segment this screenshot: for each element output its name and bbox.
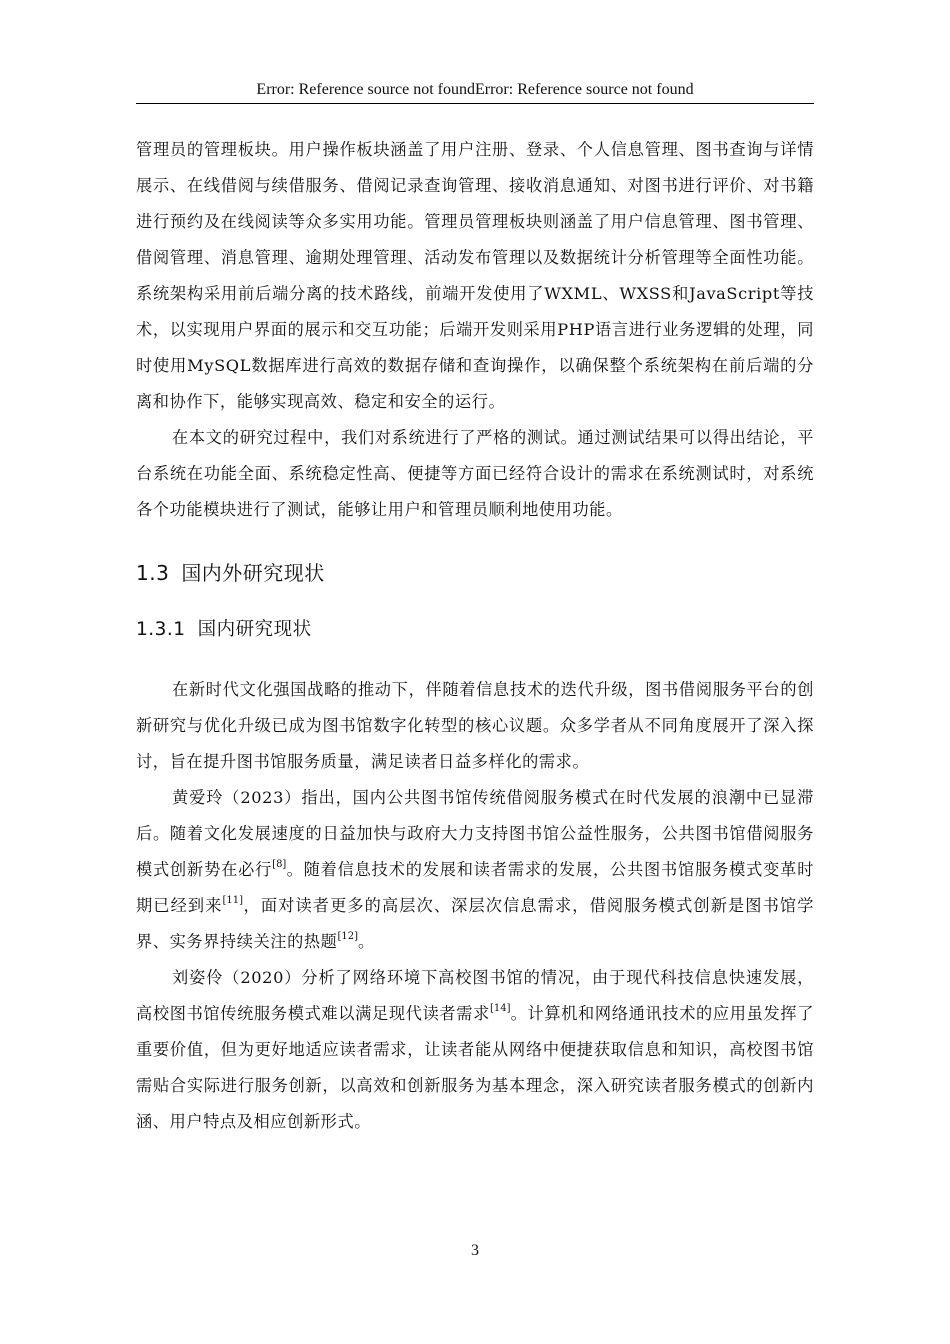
citation-ref: [12] bbox=[337, 931, 358, 942]
paragraph-text: 。 bbox=[357, 932, 375, 951]
section-heading bbox=[136, 548, 814, 606]
paragraph-liu-2020 bbox=[136, 960, 814, 1140]
document-body bbox=[136, 132, 814, 1140]
running-header: Error: Reference source not foundError: Reference source not found bbox=[256, 81, 694, 98]
header-rule bbox=[136, 103, 814, 104]
paragraph-text: 刘姿伶（2020）分析了网络环境下高校图书馆的情况，由于现代科技信息快速发展，高校图书馆传统服务模式难以满足现代读者需求 bbox=[136, 968, 814, 1023]
citation-ref: [11] bbox=[222, 895, 244, 906]
paragraph-text: 。计算机和网络通讯技术的应用虽发挥了重要价值，但为更好地适应读者需求，让读者能从网络中便捷获取信息和知识，高校图书馆需贴合实际进行服务创新，以高效和创新服务为基本理念，深入研究读者服务模式的创新内涵、用户特点及相应创新形式。 bbox=[136, 1004, 814, 1131]
paragraph-text: 黄爱玲（2023）指出，国内公共图书馆传统借阅服务模式在时代发展的浪潮中已显滞后。随着文化发展速度的日益加快与政府大力支持图书馆公益性服务，公共图书馆借阅服务模式创新势在必行 bbox=[136, 788, 814, 879]
subsection-title: 国内研究现状 bbox=[197, 619, 312, 640]
paragraph-testing: 在本文的研究过程中，我们对系统进行了严格的测试。通过测试结果可以得出结论，平台系统在功能全面、系统稳定性高、便捷等方面已经符合设计的需求在系统测试时，对系统各个功能模块进行了测试，能够让用户和管理员顺利地使用功能。 bbox=[136, 428, 814, 519]
paragraph-text: ，面对读者更多的高层次、深层次信息需求，借阅服务模式创新是图书馆学界、实务界持续关注的热题 bbox=[136, 896, 814, 951]
section-title: 国内外研究现状 bbox=[181, 561, 325, 585]
subsection-number: 1.3.1 bbox=[136, 619, 186, 640]
paragraph-system-overview: 管理员的管理板块。用户操作板块涵盖了用户注册、登录、个人信息管理、图书查询与详情展示、在线借阅与续借服务、借阅记录查询管理、接收消息通知、对图书进行评价、对书籍进行预约及在线阅读等众多实用功能。管理员管理板块则涵盖了用户信息管理、图书管理、借阅管理、消息管理、逾期处理管理、活动发布管理以及数据统计分析管理等全面性功能。系统架构采用前后端分离的技术路线，前端开发使用了WXML、WXSS和JavaScript等技术，以实现用户界面的展示和交互功能；后端开发则采用PHP语言进行业务逻辑的处理，同时使用MySQL数据库进行高效的数据存储和查询操作，以确保整个系统架构在前后端的分离和协作下，能够实现高效、稳定和安全的运行。 bbox=[136, 140, 814, 411]
page-number: 3 bbox=[471, 1242, 479, 1259]
paragraph-huang-2023 bbox=[136, 780, 814, 960]
paragraph-domestic-intro: 在新时代文化强国战略的推动下，伴随着信息技术的迭代升级，图书借阅服务平台的创新研究与优化升级已成为图书馆数字化转型的核心议题。众多学者从不同角度展开了深入探讨，旨在提升图书馆服务质量，满足读者日益多样化的需求。 bbox=[136, 680, 814, 771]
paragraph-text: 。随着信息技术的发展和读者需求的发展，公共图书馆服务模式变革时期已经到来 bbox=[136, 860, 814, 915]
subsection-heading bbox=[136, 606, 814, 672]
citation-ref: [14] bbox=[490, 1003, 511, 1014]
citation-ref: [8] bbox=[272, 859, 287, 870]
section-number: 1.3 bbox=[136, 561, 170, 585]
